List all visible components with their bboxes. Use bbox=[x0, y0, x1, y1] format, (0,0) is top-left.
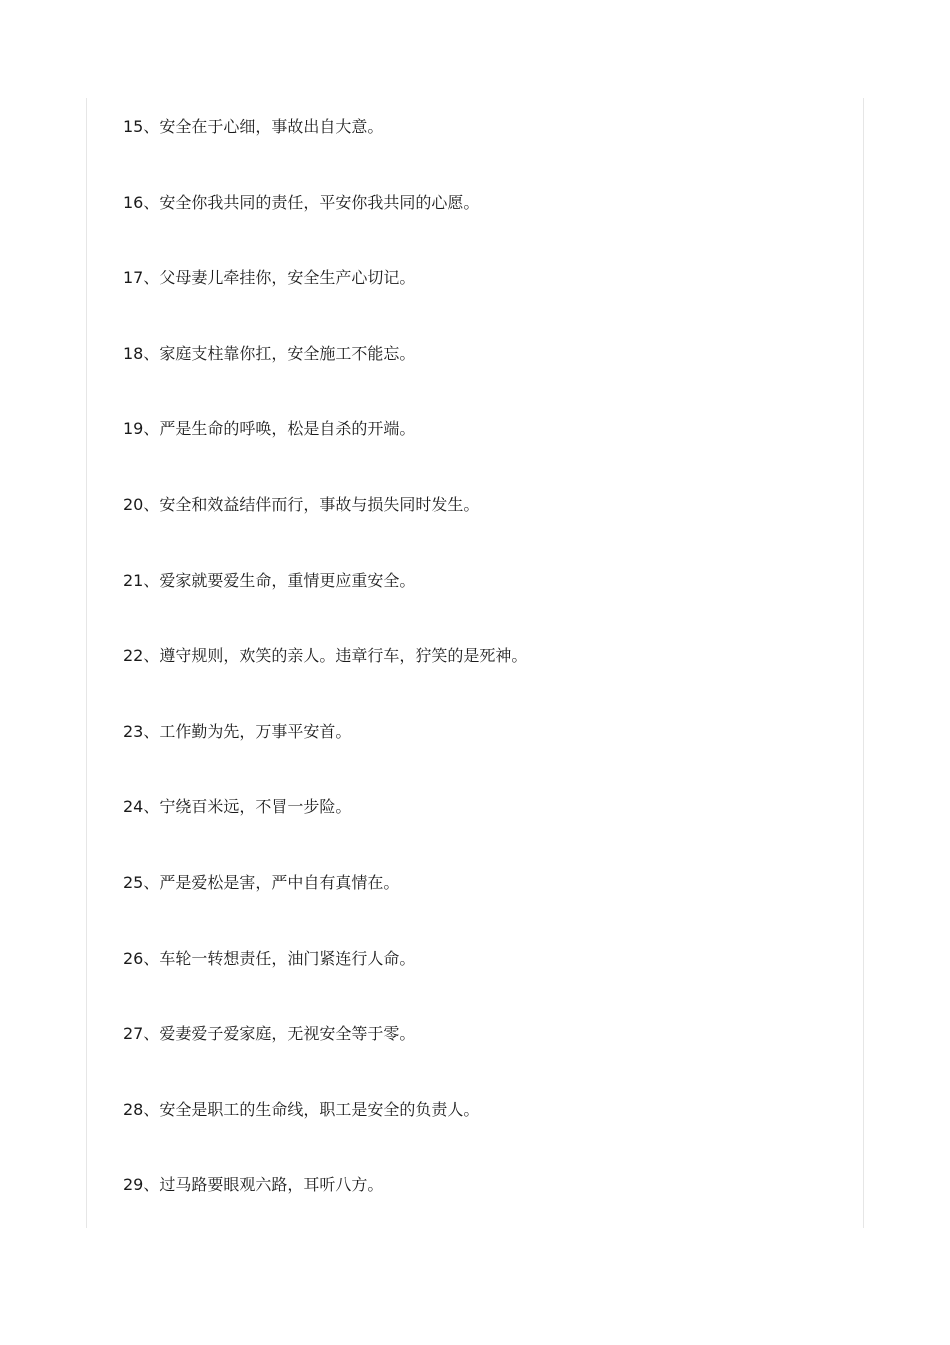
list-item: 19、严是生命的呼唤，松是自杀的开端。 bbox=[123, 419, 416, 439]
list-item: 15、安全在于心细，事故出自大意。 bbox=[123, 117, 384, 136]
list-item: 23、工作勤为先，万事平安首。 bbox=[123, 721, 352, 741]
list-item: 27、爱妻爱子爱家庭，无视安全等于零。 bbox=[123, 1024, 416, 1044]
list-item: 17、父母妻儿牵挂你，安全生产心切记。 bbox=[123, 268, 416, 288]
list-item: 20、安全和效益结伴而行，事故与损失同时发生。 bbox=[123, 494, 480, 514]
list-item: 24、宁绕百米远，不冒一步险。 bbox=[123, 797, 352, 817]
list-item: 18、家庭支柱靠你扛，安全施工不能忘。 bbox=[123, 343, 416, 363]
list-item: 16、安全你我共同的责任，平安你我共同的心愿。 bbox=[123, 192, 480, 212]
list-item: 21、爱家就要爱生命，重情更应重安全。 bbox=[123, 570, 416, 590]
list-item: 26、车轮一转想责任，油门紧连行人命。 bbox=[123, 948, 416, 968]
list-item: 28、安全是职工的生命线，职工是安全的负责人。 bbox=[123, 1099, 480, 1119]
slogan-list bbox=[123, 116, 527, 1250]
list-item: 25、严是爱松是害，严中自有真情在。 bbox=[123, 872, 400, 892]
list-item: 22、遵守规则，欢笑的亲人。违章行车，狞笑的是死神。 bbox=[123, 646, 528, 666]
list-item: 29、过马路要眼观六路，耳听八方。 bbox=[123, 1175, 384, 1195]
